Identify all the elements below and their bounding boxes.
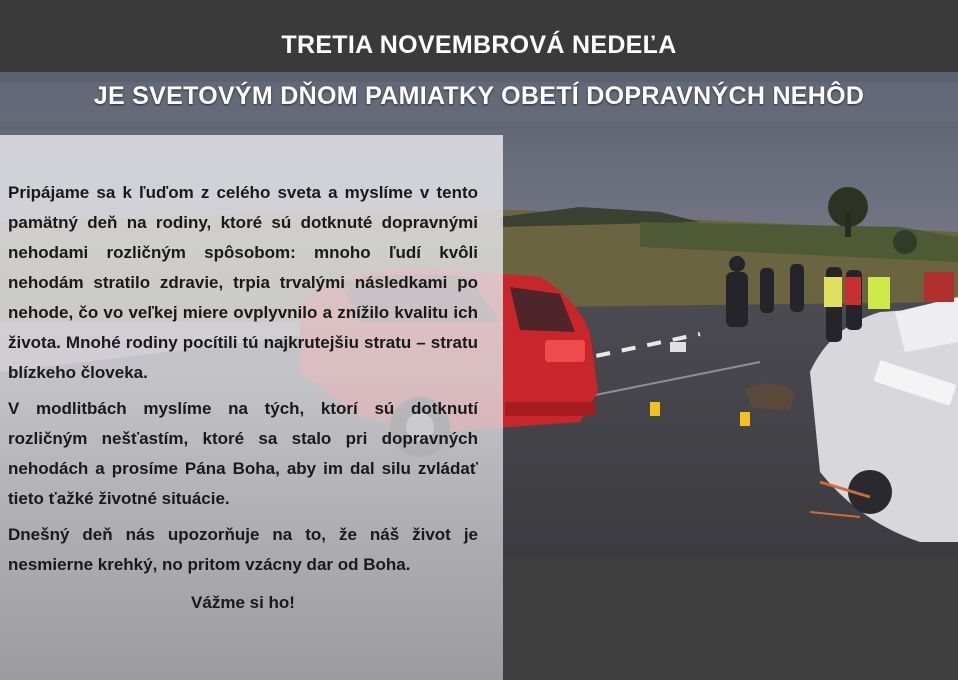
title-line-1: TRETIA NOVEMBROVÁ NEDEĽA <box>281 30 677 59</box>
bottom-strip <box>503 558 958 680</box>
paragraph-3: Dnešný deň nás upozorňuje na to, že náš život je nesmierne krehký, no pritom vzácny dar od Boha. <box>8 525 478 574</box>
paragraph-1: Pripájame sa k ľuďom z celého sveta a myslíme v tento pamätný deň na rodiny, ktoré sú dotknuté dopravnými nehodami rozličným spôsobom: mnoho ľudí kvôli nehodám stratilo zdravie, trpia trvalými následkami po nehode, čo vo veľkej miere ovplyvnilo a znížilo kvalitu ich života. Mnohé rodiny pocítili tú najkrutejšiu stratu – stratu blízkeho človeka. <box>8 183 478 382</box>
title-line-2: JE SVETOVÝM DŇOM PAMIATKY OBETÍ DOPRAVNÝCH NEHÔD <box>93 82 865 110</box>
article-body <box>8 178 478 624</box>
paragraph-2: V modlitbách myslíme na tých, ktorí sú dotknutí rozličným nešťastím, ktoré sa stalo pri dopravných nehodách a prosíme Pána Boha, aby im dal silu zvládať tieto ťažké životné situácie. <box>8 399 478 508</box>
closing-line: Vážme si ho! <box>191 593 295 612</box>
title-bar <box>0 0 958 72</box>
